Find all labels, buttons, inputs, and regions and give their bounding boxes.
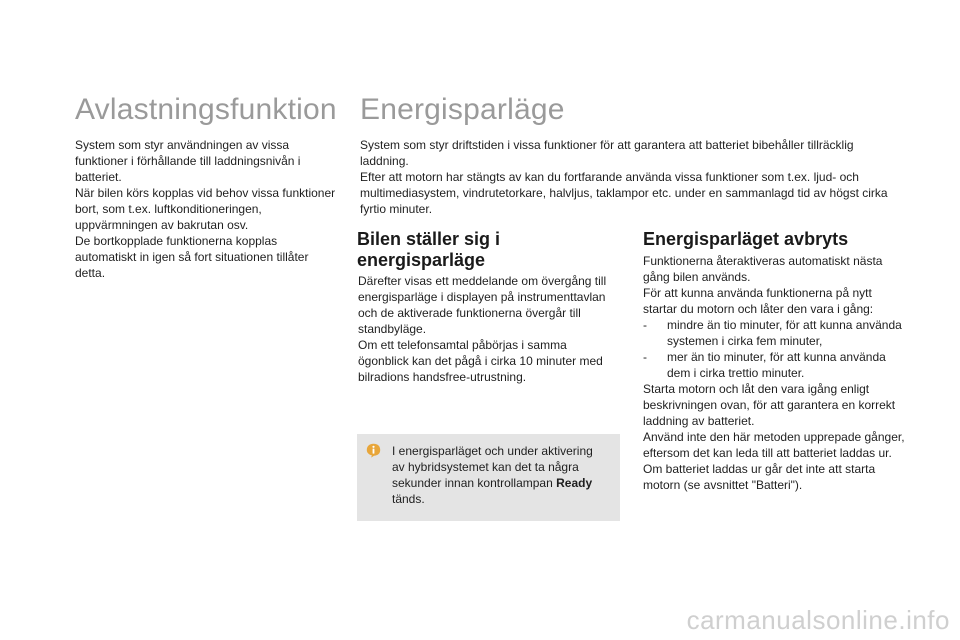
end-paragraph: För att kunna använda funktionerna på nytt startar du motorn och låter den vara i gång:: [643, 286, 874, 316]
list-item: [643, 349, 905, 381]
info-note-main: I energisparläget och under aktivering av hybridsystemet kan det ta några sekunder innan kontrollampan: [392, 444, 593, 490]
section-title-energisparlage: Energisparläge: [360, 93, 565, 126]
info-note-text: [392, 443, 607, 507]
end-paragraph: Använd inte den här metoden upprepade gånger, eftersom det kan leda till att batteriet laddas ur.: [643, 430, 905, 460]
energisparlage-intro: [360, 137, 905, 217]
info-note-box: [357, 434, 620, 521]
list-dash: -: [643, 318, 647, 332]
start-paragraph: Om ett telefonsamtal påbörjas i samma ögonblick kan det pågå i cirka 10 minuter med bilradions handsfree-utrustning.: [358, 338, 603, 384]
list-dash: -: [643, 350, 647, 364]
avlastning-paragraph: System som styr användningen av vissa funktioner i förhållande till laddningsnivån i batteriet.: [75, 138, 301, 184]
avlastning-paragraph: När bilen körs kopplas vid behov vissa funktioner bort, som t.ex. luftkonditioneringen, uppvärmningen av bakrutan osv.: [75, 186, 336, 232]
section-title-avlastningsfunktion: Avlastningsfunktion: [75, 93, 337, 126]
end-paragraph: Funktionerna återaktiveras automatiskt nästa gång bilen används.: [643, 254, 883, 284]
end-body: [643, 253, 905, 493]
list-item-text: mindre än tio minuter, för att kunna använda systemen i cirka fem minuter,: [667, 318, 902, 348]
end-paragraph: Om batteriet laddas ur går det inte att starta motorn (se avsnittet "Batteri").: [643, 462, 876, 492]
ready-label: Ready: [556, 476, 593, 490]
intro-paragraph: Efter att motorn har stängts av kan du fortfarande använda vissa funktioner som t.ex. ljud- och multimediasystem, vindrutetorkare, halvljus, taklampor etc. under en sammanlagd tid av högst cirka fyrtio minuter.: [360, 170, 888, 216]
avlastning-paragraph: De bortkopplade funktionerna kopplas automatiskt in igen så fort situationen tillåter detta.: [75, 234, 309, 280]
info-note-suffix: tänds.: [392, 492, 425, 506]
subsection-title-end: Energisparläget avbryts: [643, 229, 849, 249]
list-item-text: mer än tio minuter, för att kunna använda dem i cirka trettio minuter.: [667, 350, 886, 380]
start-paragraph: Därefter visas ett meddelande om övergång till energisparläge i displayen på instrumenttavlan och de aktiverade funktionerna övergår till standbyläge.: [358, 274, 607, 336]
intro-paragraph: System som styr driftstiden i vissa funktioner för att garantera att batteriet bibehåller tillräcklig laddning.: [360, 138, 854, 168]
subsection-title-start: Bilen ställer sig i energisparläge: [357, 229, 501, 270]
info-icon: [366, 443, 381, 458]
end-paragraph: Starta motorn och låt den vara igång enligt beskrivningen ovan, för att garantera en korrekt laddning av batteriet.: [643, 382, 896, 428]
start-body: [358, 273, 620, 385]
watermark: carmanualsonline.info: [686, 605, 950, 635]
list-item: [643, 317, 905, 349]
avlastning-body: [75, 137, 337, 281]
